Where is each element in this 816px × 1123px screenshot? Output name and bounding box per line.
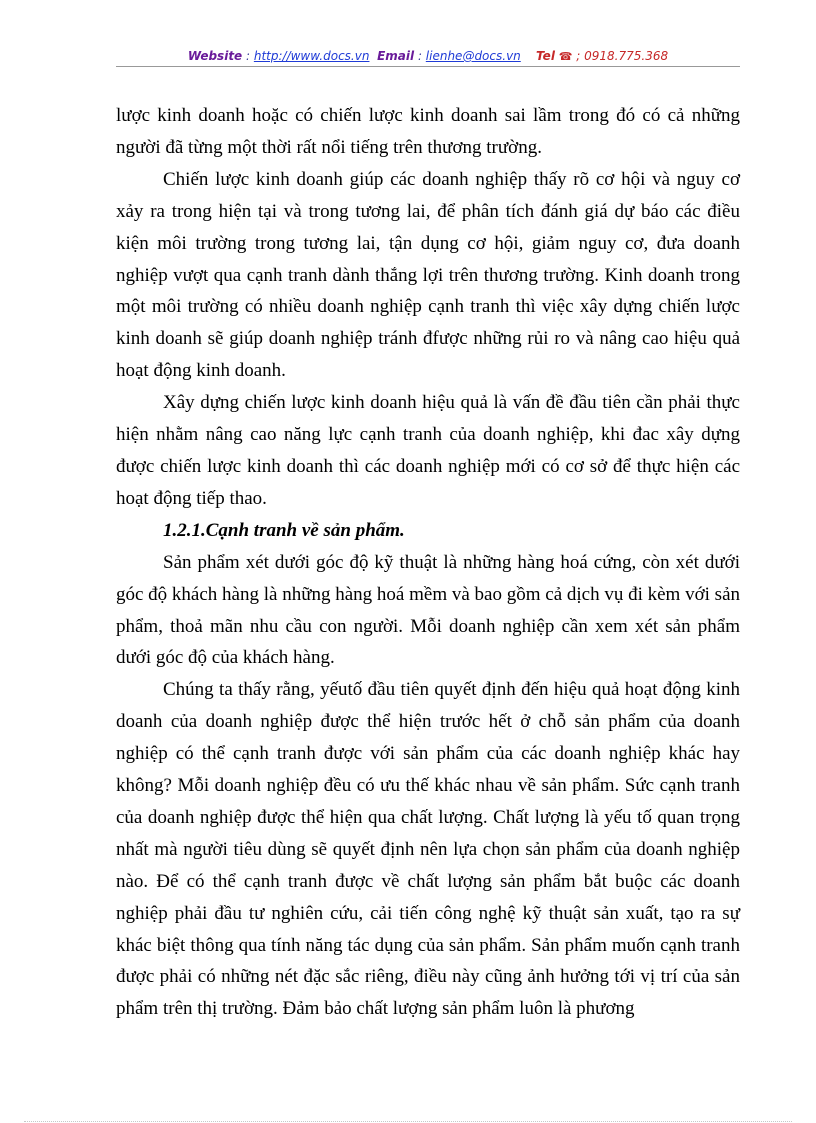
website-separator: : bbox=[242, 49, 254, 63]
header-divider bbox=[116, 66, 740, 67]
paragraph-continuation: lược kinh doanh hoặc có chiến lược kinh doanh sai lầm trong đó có cả những người đã từng một thời rất nổi tiếng trên thương trường. bbox=[116, 105, 740, 158]
email-link[interactable]: lienhe@docs.vn bbox=[425, 49, 521, 63]
paragraph: Sản phẩm xét dưới góc độ kỹ thuật là những hàng hoá cứng, còn xét dưới góc độ khách hàng là những hàng hoá mềm và bao gồm cả dịch vụ đi kèm với sản phẩm, thoả mãn nhu cầu con người. Mỗi doanh nghiệp cần xem xét sản phẩm dưới góc độ của khách hàng. bbox=[116, 551, 740, 669]
document-body bbox=[116, 100, 740, 1025]
phone-number: ; 0918.775.368 bbox=[572, 49, 669, 63]
page-header bbox=[116, 46, 740, 66]
paragraph: Chiến lược kinh doanh giúp các doanh nghiệp thấy rõ cơ hội và nguy cơ xảy ra trong hiện tại và trong tương lai, để phân tích đánh giá dự báo các điều kiện môi trường trong tương lai, tận dụng cơ hội, giảm nguy cơ, đưa doanh nghiệp vượt qua cạnh tranh dành thắng lợi trên thương trường. Kinh doanh trong một môi trường có nhiều doanh nghiệp cạnh tranh thì việc xây dựng chiến lược kinh doanh sẽ giúp doanh nghiệp tránh đfược những rủi ro và nâng cao hiệu quả hoạt động kinh doanh. bbox=[116, 168, 740, 382]
paragraph: Xây dựng chiến lược kinh doanh hiệu quả là vấn đề đầu tiên cần phải thực hiện nhằm nâng cao năng lực cạnh tranh của doanh nghiệp, khi đac xây dựng được chiến lược kinh doanh thì các doanh nghiệp mới có cơ sở để thực hiện các hoạt động tiếp thao. bbox=[116, 392, 740, 509]
tel-label: Tel bbox=[536, 49, 555, 63]
website-label: Website bbox=[187, 49, 243, 63]
page-bottom-border bbox=[24, 1121, 792, 1122]
website-link[interactable]: http://www.docs.vn bbox=[253, 49, 370, 63]
phone-icon: ☎ bbox=[558, 50, 573, 63]
email-label: Email bbox=[377, 49, 415, 63]
section-heading: 1.2.1.Cạnh tranh về sản phẩm. bbox=[163, 519, 405, 541]
paragraph: Chúng ta thấy rằng, yếutố đầu tiên quyết định đến hiệu quả hoạt động kinh doanh của doanh nghiệp được thể hiện trước hết ở chỗ sản phẩm của doanh nghiệp có thể cạnh tranh được với sản phẩm của các doanh nghiệp khác hay không? Mỗi doanh nghiệp đều có ưu thế khác nhau về sản phẩm. Sức cạnh tranh của doanh nghiệp được thể hiện qua chất lượng. Chất lượng là yếu tố quan trọng nhất mà người tiêu dùng sẽ quyết định nên lựa chọn sản phẩm của doanh nghiệp nào. Để có thể cạnh tranh được về chất lượng sản phẩm bắt buộc các doanh nghiệp phải đầu tư nghiên cứu, cải tiến công nghệ kỹ thuật sản xuất, tạo ra sự khác biệt thông qua tính năng tác dụng của sản phẩm. Sản phẩm muốn cạnh tranh được phải có những nét đặc sắc riêng, điều này cũng ảnh hưởng tới vị trí của sản phẩm trên thị trường. Đảm bảo chất lượng sản phẩm luôn là phương bbox=[116, 679, 740, 1020]
email-separator: : bbox=[414, 49, 426, 63]
